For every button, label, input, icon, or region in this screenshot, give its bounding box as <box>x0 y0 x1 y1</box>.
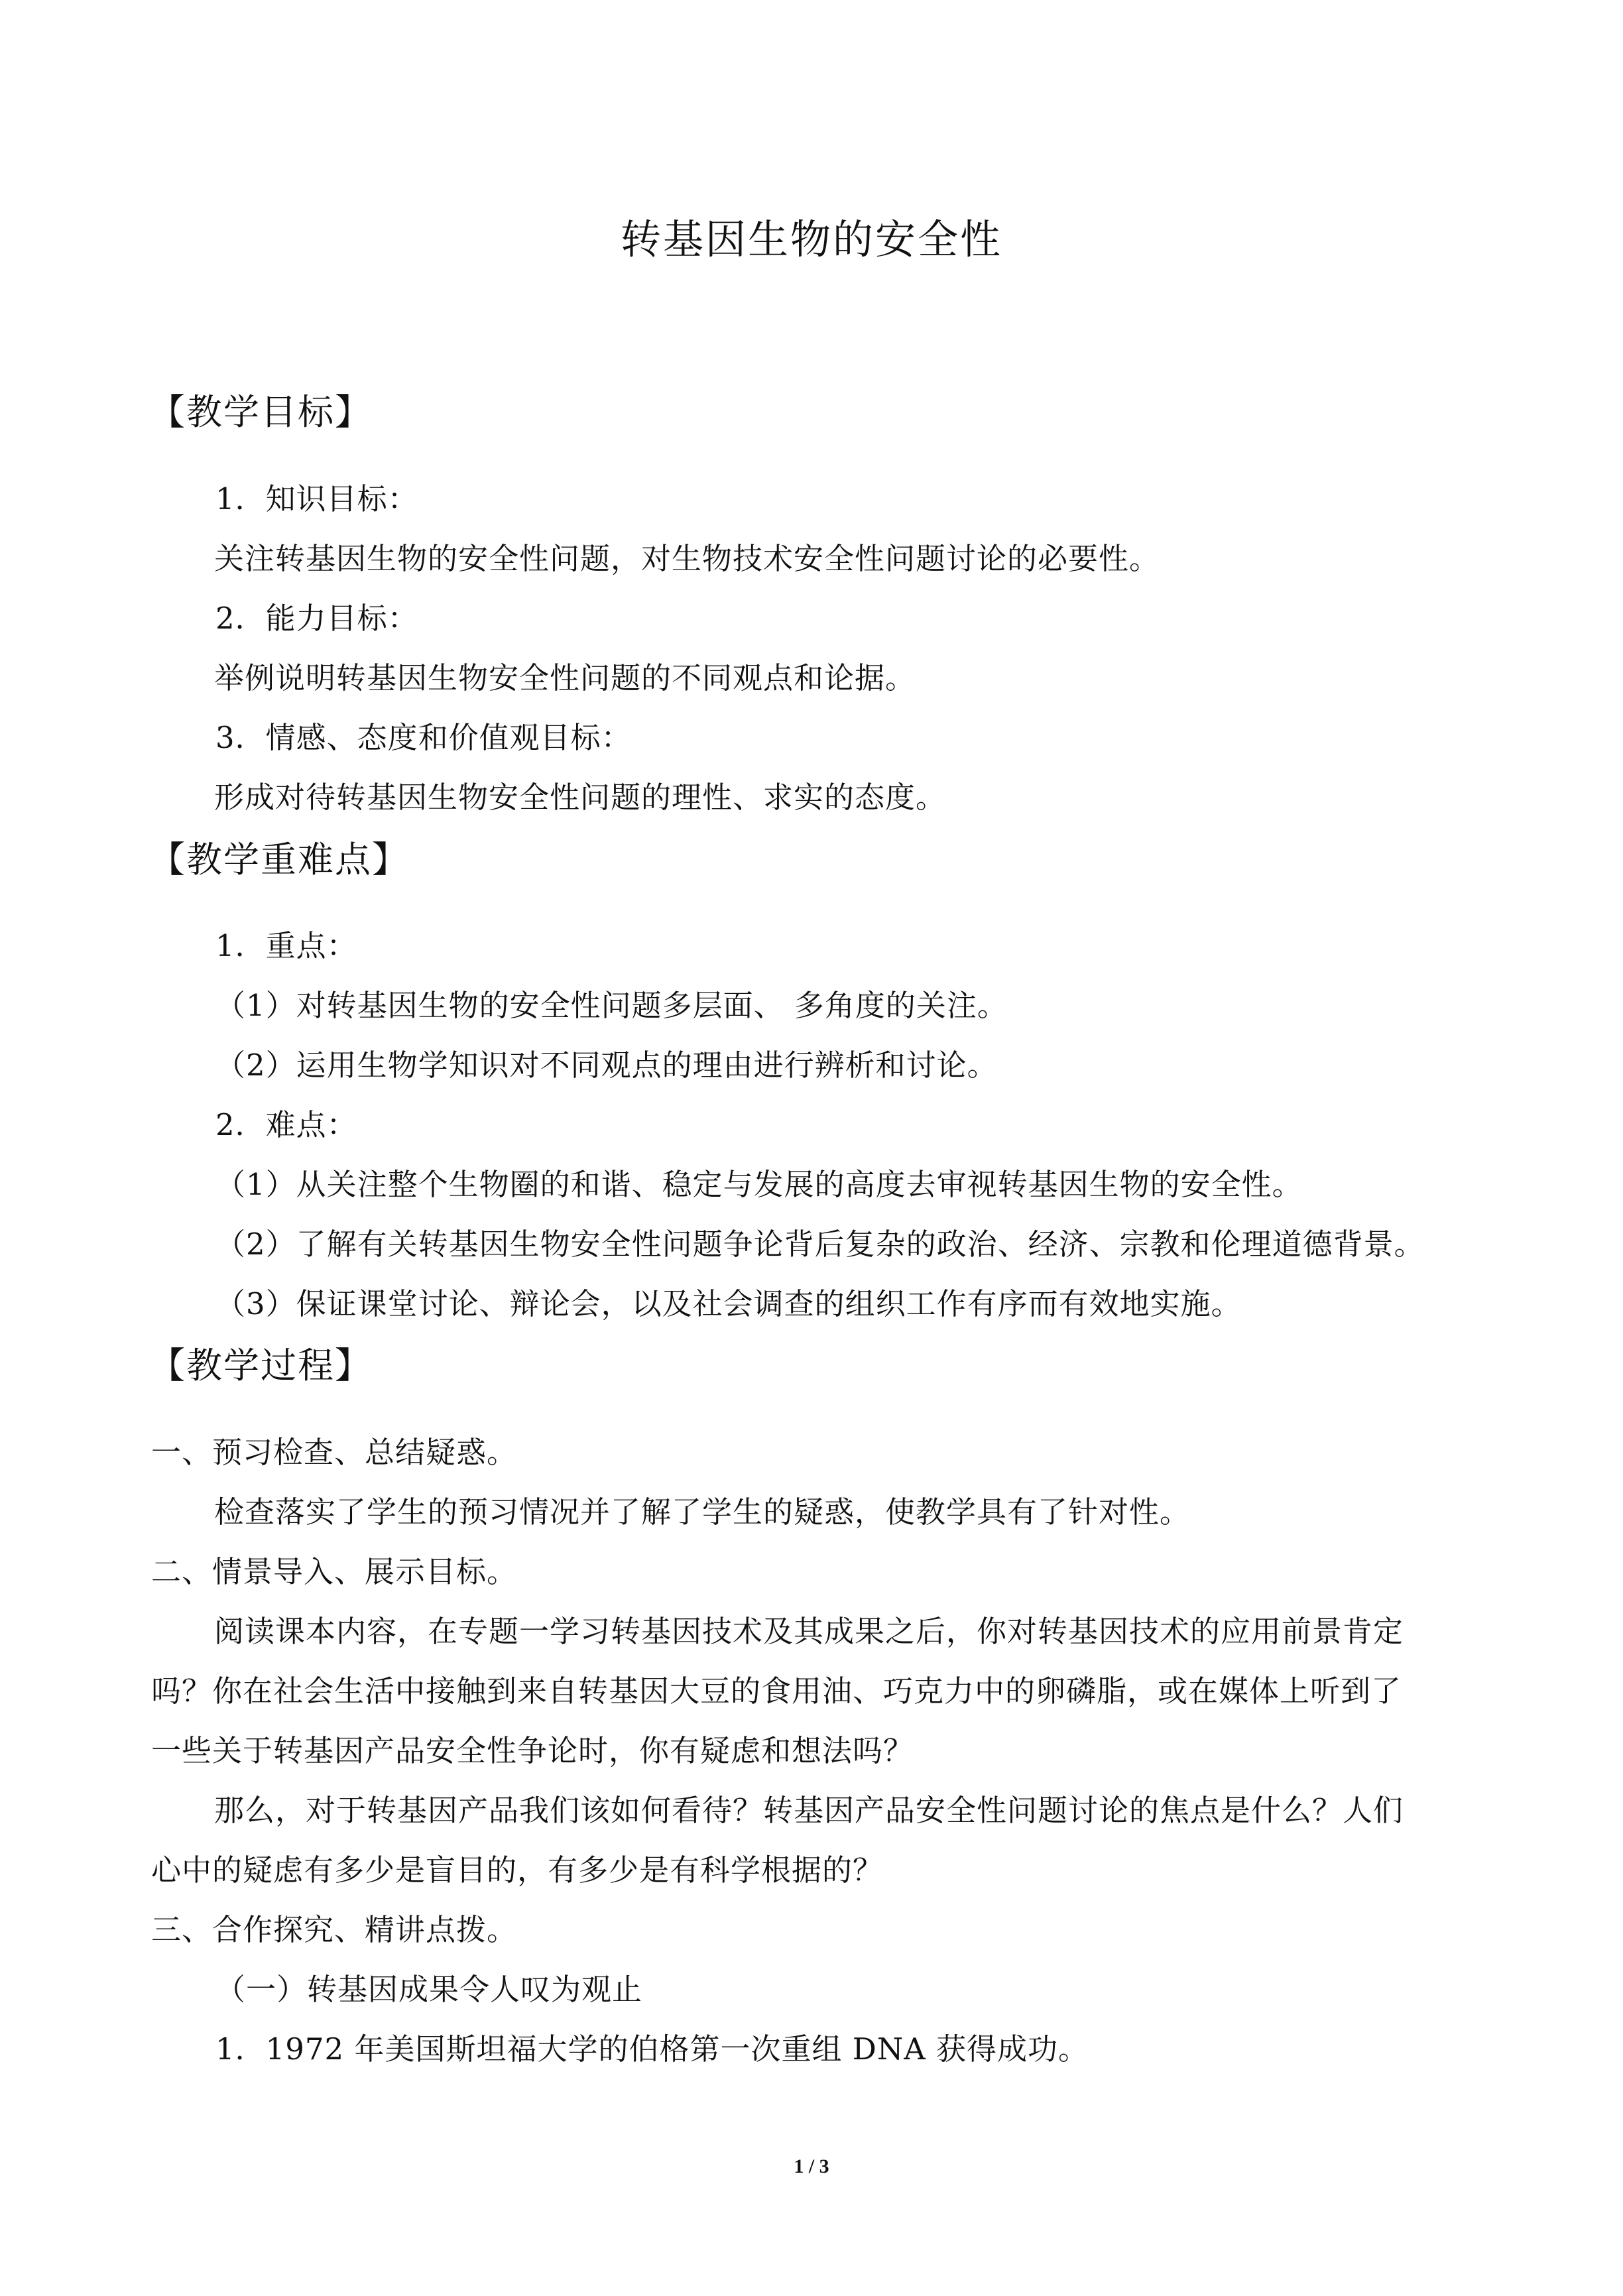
keypoint-line: 1．重点： <box>215 928 357 963</box>
keypoint-line: （3）保证课堂讨论、辩论会，以及社会调查的组织工作有序而有效地实施。 <box>215 1286 1242 1321</box>
keypoint-line: （2）运用生物学知识对不同观点的理由进行辨析和讨论。 <box>215 1048 998 1083</box>
process-line: 检查落实了学生的预习情况并了解了学生的疑惑，使教学具有了针对性。 <box>214 1494 1191 1530</box>
process-line: 那么，对于转基因产品我们该如何看待？转基因产品安全性问题讨论的焦点是什么？人们 <box>214 1793 1404 1828</box>
goal-line: 举例说明转基因生物安全性问题的不同观点和论据。 <box>214 660 916 695</box>
process-line: 一些关于转基因产品安全性争论时，你有疑虑和想法吗？ <box>151 1733 914 1768</box>
process-line: 三、合作探究、精讲点拨。 <box>151 1912 518 1947</box>
goal-line: 3．情感、态度和价值观目标： <box>215 720 632 755</box>
section-heading-goals: 【教学目标】 <box>149 391 372 433</box>
page-number: 1 / 3 <box>794 2155 829 2177</box>
goal-line: 形成对待转基因生物安全性问题的理性、求实的态度。 <box>214 780 947 815</box>
keypoint-line: （1）从关注整个生物圈的和谐、稳定与发展的高度去审视转基因生物的安全性。 <box>215 1167 1303 1202</box>
section-heading-process: 【教学过程】 <box>149 1345 372 1386</box>
process-line: （一）转基因成果令人叹为观止 <box>215 1972 643 2007</box>
process-line: 1．1972 年美国斯坦福大学的伯格第一次重组 DNA 获得成功。 <box>215 2031 1089 2067</box>
process-line: 一、预习检查、总结疑惑。 <box>151 1435 518 1470</box>
process-line: 二、情景导入、展示目标。 <box>151 1554 518 1589</box>
keypoint-line: （2）了解有关转基因生物安全性问题争论背后复杂的政治、经济、宗教和伦理道德背景。 <box>215 1227 1425 1262</box>
page-title: 转基因生物的安全性 <box>620 216 1002 263</box>
goal-line: 关注转基因生物的安全性问题，对生物技术安全性问题讨论的必要性。 <box>214 541 1160 576</box>
section-heading-keypoints: 【教学重难点】 <box>149 839 409 880</box>
keypoint-line: 2．难点： <box>215 1107 357 1142</box>
keypoint-line: （1）对转基因生物的安全性问题多层面、 多角度的关注。 <box>215 988 1008 1023</box>
goal-line: 1．知识目标： <box>215 481 418 516</box>
goal-line: 2．能力目标： <box>215 601 418 636</box>
process-line: 吗？你在社会生活中接触到来自转基因大豆的食用油、巧克力中的卵磷脂，或在媒体上听到了 <box>151 1673 1402 1709</box>
process-line: 心中的疑虑有多少是盲目的，有多少是有科学根据的？ <box>151 1852 884 1888</box>
process-line: 阅读课本内容，在专题一学习转基因技术及其成果之后，你对转基因技术的应用前景肯定 <box>214 1614 1404 1649</box>
